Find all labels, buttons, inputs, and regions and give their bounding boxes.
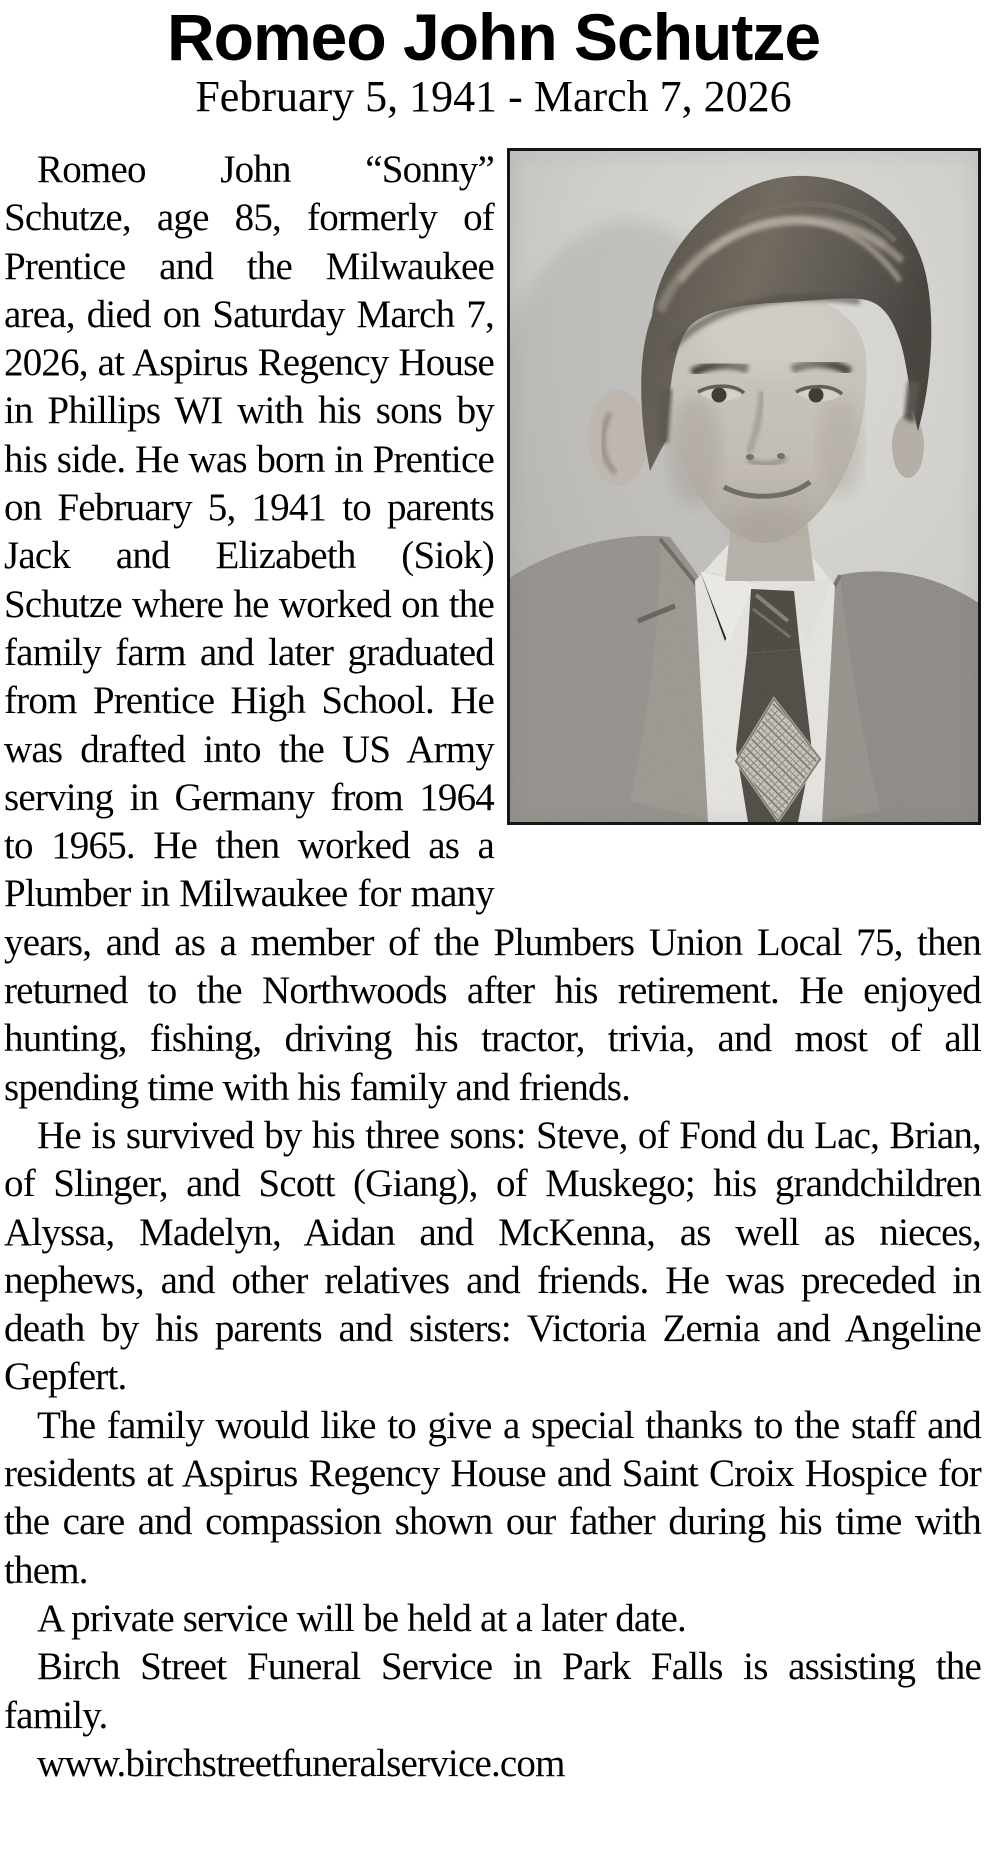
funeral-home-website: www.birchstreetfuneralservice.com: [37, 1741, 565, 1785]
obituary-paragraph-thanks: The family would like to give a special thanks to the staff and residents at Aspirus Regency House and Saint Croix Hospice for the care and compassion shown our father during his time with them.: [4, 1403, 981, 1592]
obituary-paragraph-funeral-home: Birch Street Funeral Service in Park Falls is assisting the family.: [4, 1645, 981, 1737]
obituary-paragraph-survivors: He is survived by his three sons: Steve, of Fond du Lac, Brian, of Slinger, and Scott (Giang), of Muskego; his grandchildren Alyssa, Madelyn, Aidan and McKenna, as well as nieces, nephews, and other relatives and friends. He was preceded in death by his parents and sisters: Victoria Zernia and Angeline Gepfert.: [4, 1113, 981, 1399]
portrait-photo-graphic: [510, 151, 978, 822]
deceased-name: Romeo John Schutze: [166, 0, 821, 74]
obituary-body: [0, 146, 987, 1788]
portrait-photo: [507, 148, 981, 825]
obituary-paragraph-service: A private service will be held at a later date.: [37, 1596, 686, 1640]
photo-grain-overlay: [510, 151, 978, 822]
obituary-paragraph-biography: Romeo John “Sonny” Schutze, age 85, formerly of Prentice and the Milwaukee area, died on Saturday March 7, 2026, at Aspirus Regency House in Phillips WI with his sons by his side. He was born in Prentice on February 5, 1941 to parents Jack and Elizabeth (Siok) Schutze where he worked on the family farm and later graduated from Prentice High School. He was drafted into the US Army serving in Germany from 1964 to 1965. He then worked as a Plumber in Milwaukee for many years, and as a member of the Plumbers Union Local 75, then returned to the Northwoods after his retirement. He enjoyed hunting, fishing, driving his tractor, trivia, and most of all spending time with his family and friends.: [4, 148, 981, 1109]
obituary-header: [0, 2, 987, 122]
life-dates: February 5, 1941 - March 7, 2026: [195, 72, 792, 121]
